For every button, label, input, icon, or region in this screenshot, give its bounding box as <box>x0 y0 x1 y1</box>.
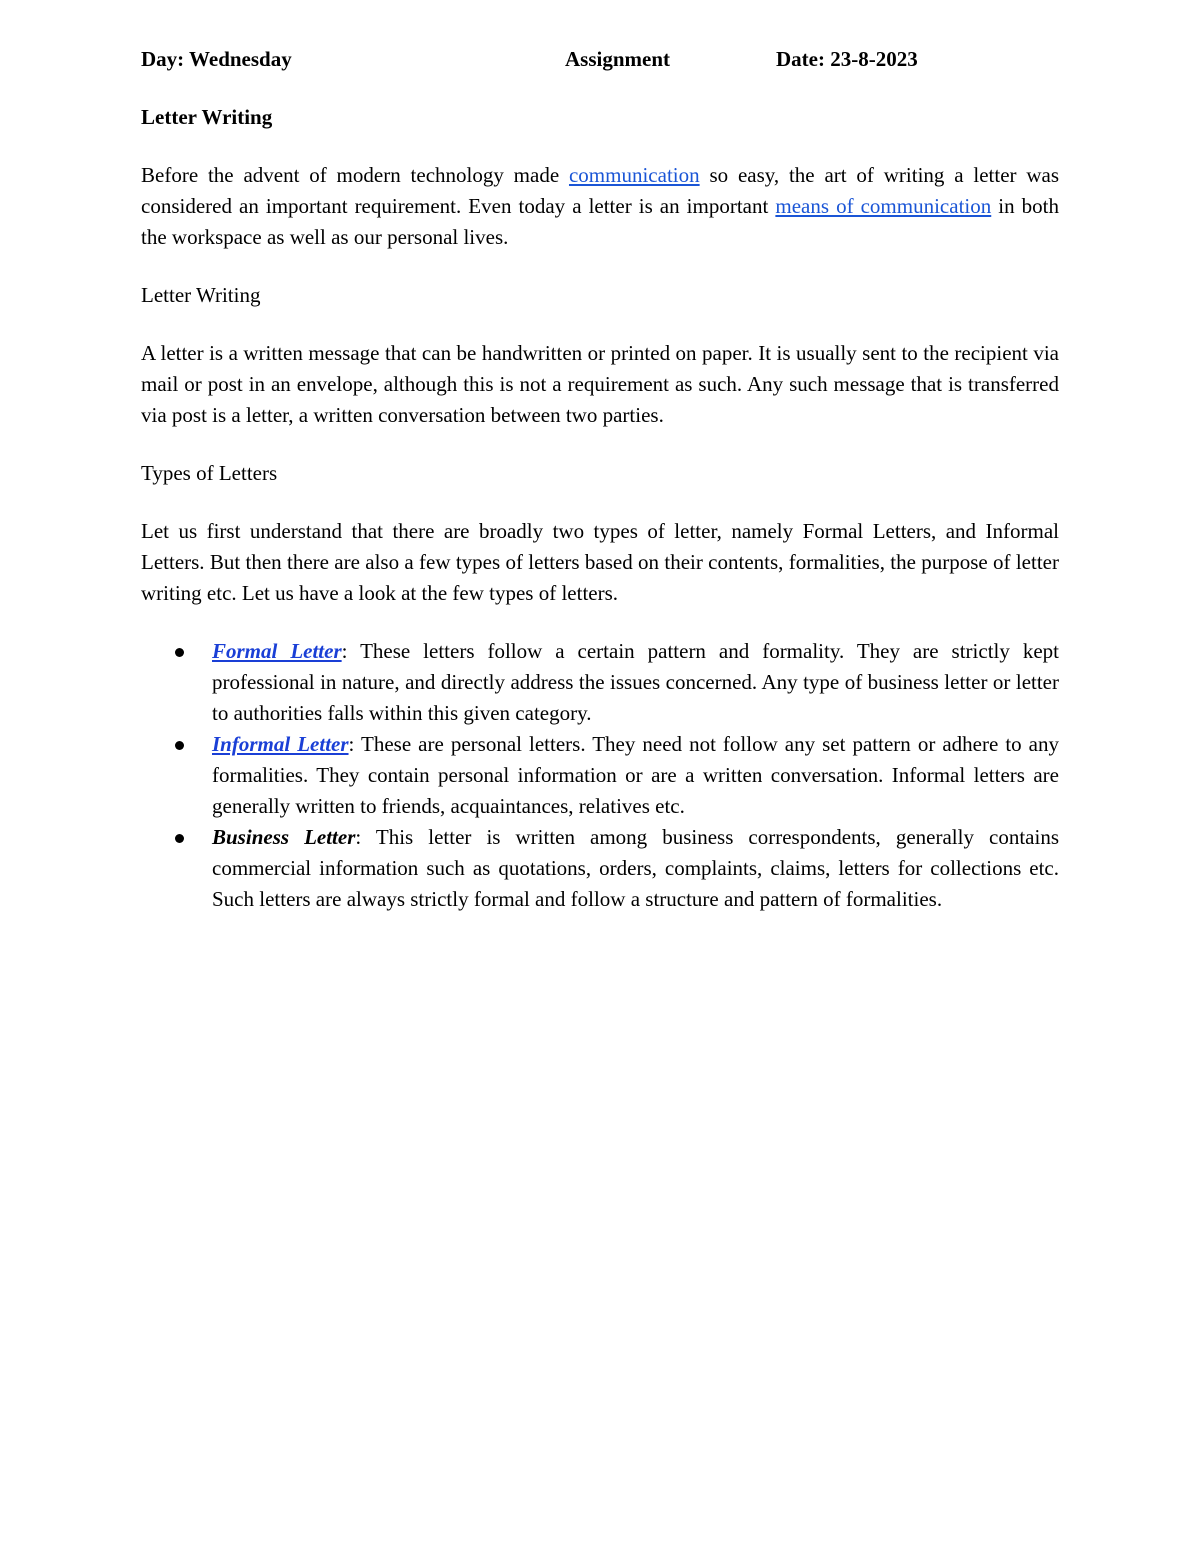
intro-text-3: in both the workspace as well as our personal lives. <box>141 194 1060 249</box>
bullet-icon <box>175 648 184 657</box>
formal-letter-link[interactable]: Formal Letter <box>212 639 342 663</box>
definition-paragraph: A letter is a written message that can be handwritten or printed on paper. It is usually sent to the recipient via mail or post in an envelope, although this is not a requirement as such. Any such message that is transferred via post is a letter, a written conversation between two parties. <box>141 341 1059 427</box>
intro-text-2: so easy, the art of writing a letter was considered an important requirement. Even today a letter is an important <box>141 163 1060 218</box>
list-item-business-letter <box>141 822 1059 915</box>
list-item-formal-letter <box>141 636 1059 729</box>
types-intro-paragraph: Let us first understand that there are broadly two types of letter, namely Formal Letters, and Informal Letters. But then there are also a few types of letters based on their contents, formalities, the purpose of letter writing etc. Let us have a look at the few types of letters. <box>141 519 1059 605</box>
means-of-communication-link[interactable]: means of communication <box>775 194 992 218</box>
business-letter-term: Business Letter <box>212 825 356 849</box>
document-header <box>141 44 1059 75</box>
letter-types-list <box>141 636 1059 915</box>
section-heading-types: Types of Letters <box>141 461 278 485</box>
formal-letter-description: : These letters follow a certain pattern and formality. They are strictly kept professional in nature, and directly address the issues concerned. Any type of business letter or letter to authorities falls within this given category. <box>212 639 1059 725</box>
section-heading-letter-writing: Letter Writing <box>141 283 261 307</box>
intro-paragraph <box>141 160 1059 253</box>
bullet-icon <box>175 741 184 750</box>
assignment-label: Assignment <box>565 47 671 71</box>
informal-letter-link[interactable]: Informal Letter <box>212 732 349 756</box>
communication-link[interactable]: communication <box>568 163 700 187</box>
list-item-informal-letter <box>141 729 1059 822</box>
document-page <box>141 44 1059 915</box>
date-label: Date: 23-8-2023 <box>776 47 918 71</box>
informal-letter-description: : These are personal letters. They need not follow any set pattern or adhere to any formalities. They contain personal information or are a written conversation. Informal letters are generally written to friends, acquaintances, relatives etc. <box>212 732 1060 818</box>
bullet-icon <box>175 834 184 843</box>
intro-text-1: Before the advent of modern technology made <box>141 163 569 187</box>
day-label: Day: Wednesday <box>141 47 292 71</box>
document-title: Letter Writing <box>141 105 273 129</box>
business-letter-description: : This letter is written among business correspondents, generally contains commercial information such as quotations, orders, complaints, claims, letters for collections etc. Such letters are always strictly formal and follow a structure and pattern of formalities. <box>212 825 1059 911</box>
